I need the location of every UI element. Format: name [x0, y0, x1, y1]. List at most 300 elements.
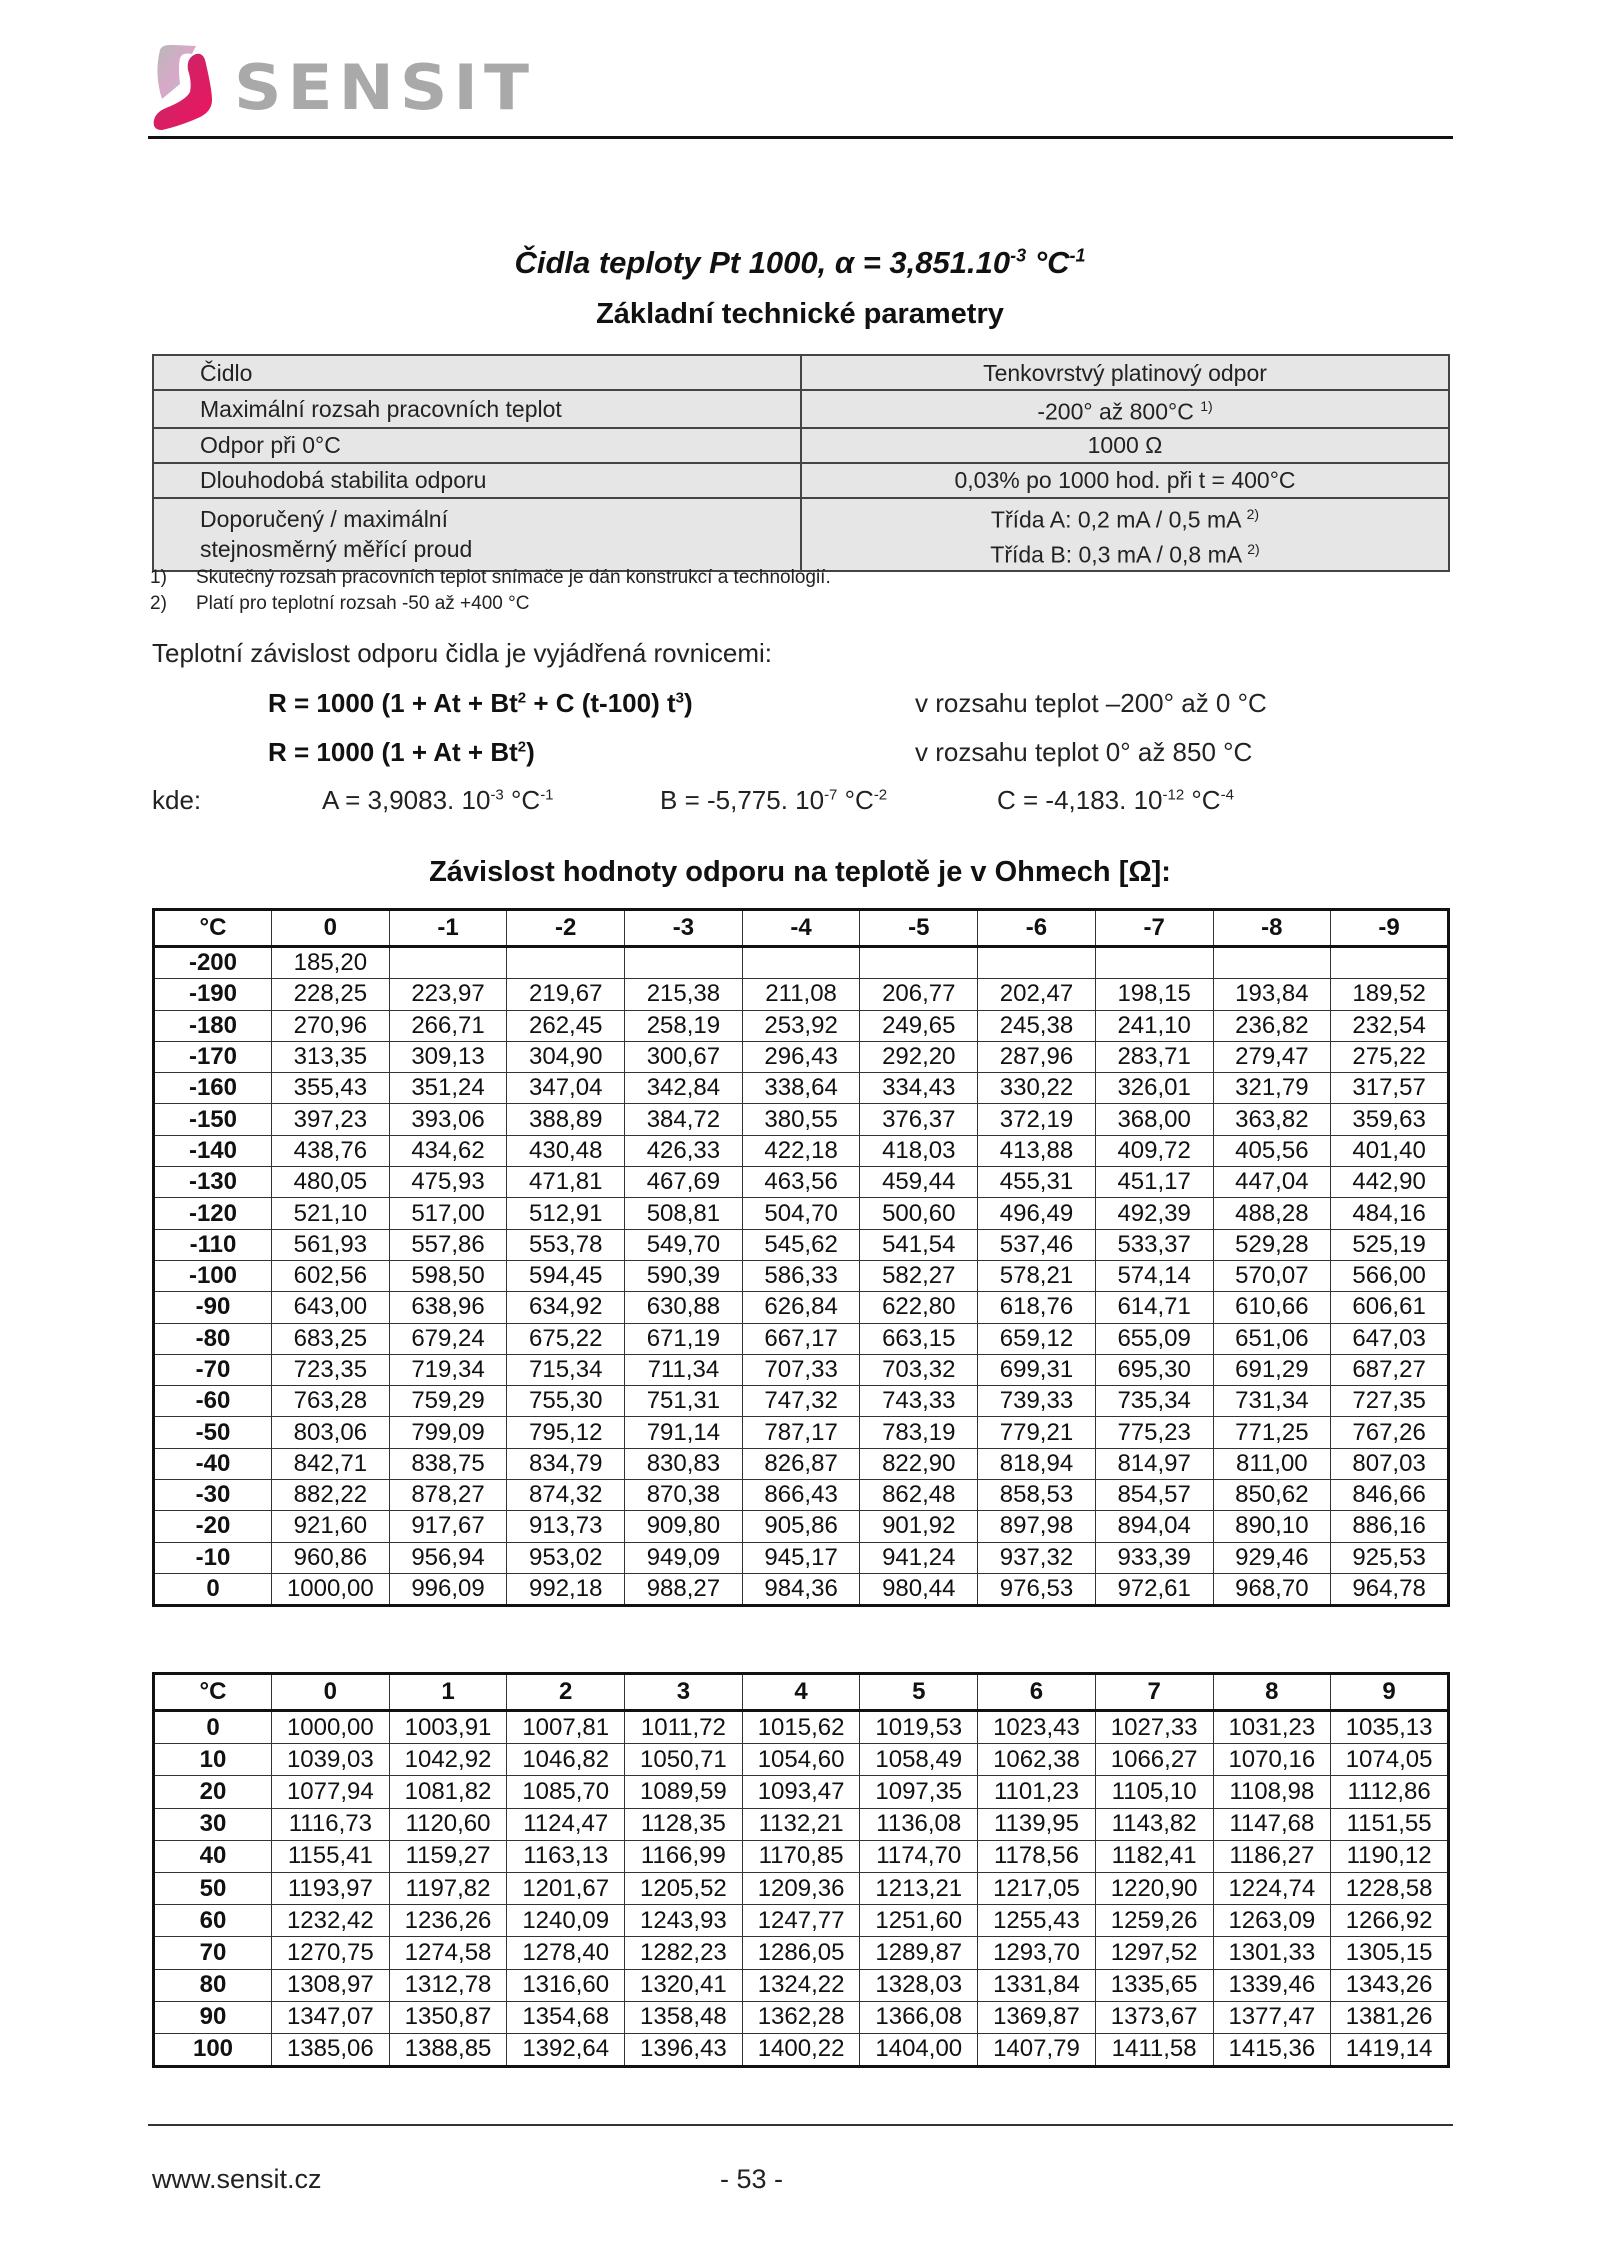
resistance-value: 578,21: [978, 1260, 1096, 1291]
resistance-value: 1155,41: [272, 1840, 390, 1872]
resistance-value: 351,24: [389, 1073, 507, 1104]
row-temperature: 50: [154, 1872, 272, 1904]
row-temperature: 0: [154, 1573, 272, 1605]
resistance-value: 1042,92: [389, 1744, 507, 1776]
resistance-value: 602,56: [272, 1260, 390, 1291]
resistance-value: 1289,87: [860, 1937, 978, 1969]
resistance-value: 763,28: [272, 1386, 390, 1417]
resistance-value: 561,93: [272, 1229, 390, 1260]
table-row: [154, 1167, 1449, 1198]
resistance-value: 703,32: [860, 1354, 978, 1385]
resistance-value: 803,06: [272, 1417, 390, 1448]
resistance-value: 960,86: [272, 1542, 390, 1573]
resistance-value: 897,98: [978, 1511, 1096, 1542]
resistance-value: 925,53: [1331, 1542, 1449, 1573]
resistance-value: 1108,98: [1213, 1776, 1331, 1808]
resistance-value: 1343,26: [1331, 1969, 1449, 2001]
resistance-value: 814,97: [1095, 1448, 1213, 1479]
param-value: 1000 Ω: [801, 428, 1449, 463]
resistance-value: 409,72: [1095, 1135, 1213, 1166]
column-header: -2: [507, 910, 625, 947]
resistance-value: 447,04: [1213, 1167, 1331, 1198]
param-value: Třída A: 0,2 mA / 0,5 mA $^{2)}$ Třída B: 0,3 mA / 0,8 mA $^{2)}$: [801, 498, 1449, 571]
resistance-value: 266,71: [389, 1010, 507, 1041]
resistance-value: 695,30: [1095, 1354, 1213, 1385]
resistance-value: 1190,12: [1331, 1840, 1449, 1872]
table-row: [154, 947, 1449, 979]
resistance-value: 438,76: [272, 1135, 390, 1166]
resistance-value: 1305,15: [1331, 1937, 1449, 1969]
table-row: [154, 1292, 1449, 1323]
resistance-value: 634,92: [507, 1292, 625, 1323]
resistance-value: 496,49: [978, 1198, 1096, 1229]
resistance-value: 933,39: [1095, 1542, 1213, 1573]
resistance-value: 397,23: [272, 1104, 390, 1135]
resistance-value: [1331, 947, 1449, 979]
column-header: -5: [860, 910, 978, 947]
resistance-value: 296,43: [742, 1041, 860, 1072]
equations-intro: Teplotní závislost odporu čidla je vyjádřená rovnicemi:: [152, 638, 772, 668]
params-row: [153, 390, 1449, 428]
resistance-value: 1186,27: [1213, 1840, 1331, 1872]
row-temperature: 70: [154, 1937, 272, 1969]
resistance-value: 287,96: [978, 1041, 1096, 1072]
resistance-value: 1027,33: [1095, 1711, 1213, 1744]
resistance-value: 1136,08: [860, 1808, 978, 1840]
resistance-value: 675,22: [507, 1323, 625, 1354]
table-row: [154, 1135, 1449, 1166]
resistance-value: 1147,68: [1213, 1808, 1331, 1840]
resistance-value: 1132,21: [742, 1808, 860, 1840]
param-label: Čidlo: [153, 355, 801, 390]
table-header-row: [154, 910, 1449, 947]
resistance-value: 1054,60: [742, 1744, 860, 1776]
resistance-value: 651,06: [1213, 1323, 1331, 1354]
resistance-value: 1324,22: [742, 1969, 860, 2001]
table-row: [154, 1969, 1449, 2001]
column-header: 0: [272, 1674, 390, 1711]
resistance-value: 1213,21: [860, 1872, 978, 1904]
table-row: [154, 1198, 1449, 1229]
resistance-value: 1197,82: [389, 1872, 507, 1904]
resistance-value: 368,00: [1095, 1104, 1213, 1135]
table-row: [154, 979, 1449, 1010]
resistance-value: 1093,47: [742, 1776, 860, 1808]
resistance-value: 747,32: [742, 1386, 860, 1417]
resistance-value: 614,71: [1095, 1292, 1213, 1323]
resistance-value: 525,19: [1331, 1229, 1449, 1260]
resistance-value: 330,22: [978, 1073, 1096, 1104]
resistance-value: 363,82: [1213, 1104, 1331, 1135]
resistance-value: 1220,90: [1095, 1872, 1213, 1904]
row-temperature: -50: [154, 1417, 272, 1448]
resistance-value: 549,70: [625, 1229, 743, 1260]
resistance-value: 228,25: [272, 979, 390, 1010]
resistance-value: 846,66: [1331, 1480, 1449, 1511]
resistance-value: 1039,03: [272, 1744, 390, 1776]
resistance-value: 1316,60: [507, 1969, 625, 2001]
resistance-value: 1182,41: [1095, 1840, 1213, 1872]
resistance-value: 215,38: [625, 979, 743, 1010]
resistance-value: 193,84: [1213, 979, 1331, 1010]
resistance-value: 976,53: [978, 1573, 1096, 1605]
resistance-value: 807,03: [1331, 1448, 1449, 1479]
resistance-value: 719,34: [389, 1354, 507, 1385]
resistance-value: 723,35: [272, 1354, 390, 1385]
resistance-value: 553,78: [507, 1229, 625, 1260]
column-header: 1: [389, 1674, 507, 1711]
row-temperature: 60: [154, 1905, 272, 1937]
resistance-table-positive: [152, 1672, 1450, 2068]
resistance-value: 1007,81: [507, 1711, 625, 1744]
resistance-value: 795,12: [507, 1417, 625, 1448]
row-temperature: 40: [154, 1840, 272, 1872]
row-temperature: -160: [154, 1073, 272, 1104]
resistance-value: 1128,35: [625, 1808, 743, 1840]
params-row: [153, 498, 1449, 571]
resistance-value: 949,09: [625, 1542, 743, 1573]
resistance-value: 921,60: [272, 1511, 390, 1542]
resistance-value: 275,22: [1331, 1041, 1449, 1072]
column-header: -1: [389, 910, 507, 947]
resistance-value: 1019,53: [860, 1711, 978, 1744]
column-header: -9: [1331, 910, 1449, 947]
resistance-value: 1062,38: [978, 1744, 1096, 1776]
resistance-value: 622,80: [860, 1292, 978, 1323]
resistance-value: 1358,48: [625, 2001, 743, 2033]
resistance-value: 830,83: [625, 1448, 743, 1479]
row-temperature: -100: [154, 1260, 272, 1291]
resistance-value: 822,90: [860, 1448, 978, 1479]
resistance-value: 279,47: [1213, 1041, 1331, 1072]
resistance-value: 699,31: [978, 1354, 1096, 1385]
resistance-value: 638,96: [389, 1292, 507, 1323]
resistance-value: 647,03: [1331, 1323, 1449, 1354]
resistance-value: 219,67: [507, 979, 625, 1010]
resistance-value: 334,43: [860, 1073, 978, 1104]
resistance-value: 1255,43: [978, 1905, 1096, 1937]
resistance-value: 1058,49: [860, 1744, 978, 1776]
resistance-value: 882,22: [272, 1480, 390, 1511]
row-temperature: -20: [154, 1511, 272, 1542]
row-temperature: -150: [154, 1104, 272, 1135]
resistance-value: 779,21: [978, 1417, 1096, 1448]
row-temperature: -90: [154, 1292, 272, 1323]
resistance-value: 996,09: [389, 1573, 507, 1605]
resistance-value: 626,84: [742, 1292, 860, 1323]
footer-website-link[interactable]: www.sensit.cz: [152, 2164, 322, 2194]
page-number: - 53 -: [720, 2164, 784, 2194]
table-row: [154, 1260, 1449, 1291]
resistance-value: [742, 947, 860, 979]
resistance-value: 655,09: [1095, 1323, 1213, 1354]
resistance-value: [978, 947, 1096, 979]
table-row: [154, 1808, 1449, 1840]
resistance-value: 206,77: [860, 979, 978, 1010]
resistance-value: 1251,60: [860, 1905, 978, 1937]
resistance-value: 870,38: [625, 1480, 743, 1511]
resistance-value: 610,66: [1213, 1292, 1331, 1323]
table-row: [154, 1542, 1449, 1573]
resistance-value: [625, 947, 743, 979]
resistance-value: 1286,05: [742, 1937, 860, 1969]
resistance-value: 492,39: [1095, 1198, 1213, 1229]
table-row: [154, 1573, 1449, 1605]
resistance-value: 422,18: [742, 1135, 860, 1166]
resistance-value: 1263,09: [1213, 1905, 1331, 1937]
resistance-value: 1415,36: [1213, 2033, 1331, 2066]
table-header-row: [154, 1674, 1449, 1711]
resistance-value: 909,80: [625, 1511, 743, 1542]
resistance-value: 570,07: [1213, 1260, 1331, 1291]
resistance-value: 1201,67: [507, 1872, 625, 1904]
table-row: [154, 1041, 1449, 1072]
coefficient-b: B = -5,775. $10^{-7}$ $^\circ C^{-2}$: [660, 785, 888, 815]
resistance-value: 618,76: [978, 1292, 1096, 1323]
resistance-value: 727,35: [1331, 1386, 1449, 1417]
resistance-value: 1097,35: [860, 1776, 978, 1808]
resistance-value: 1170,85: [742, 1840, 860, 1872]
resistance-value: 241,10: [1095, 1010, 1213, 1041]
resistance-value: 442,90: [1331, 1167, 1449, 1198]
resistance-value: 1354,68: [507, 2001, 625, 2033]
resistance-value: 451,17: [1095, 1167, 1213, 1198]
resistance-value: 521,10: [272, 1198, 390, 1229]
resistance-value: 529,28: [1213, 1229, 1331, 1260]
resistance-value: 372,19: [978, 1104, 1096, 1135]
equation-low-range: R = 1000 ($1 + At + Bt^2 + C$ (t-100) $t^3$): [268, 688, 693, 718]
resistance-value: [1095, 947, 1213, 979]
row-temperature: -10: [154, 1542, 272, 1573]
resistance-value: 309,13: [389, 1041, 507, 1072]
resistance-value: 1070,16: [1213, 1744, 1331, 1776]
row-temperature: -60: [154, 1386, 272, 1417]
param-value: -200° až 800°C $^{1)}$: [801, 390, 1449, 428]
table-row: [154, 1073, 1449, 1104]
resistance-value: [507, 947, 625, 979]
resistance-value: 711,34: [625, 1354, 743, 1385]
resistance-table-heading: Závislost hodnoty odporu na teplotě je v Ohmech [Ω]:: [429, 856, 1171, 888]
resistance-value: 270,96: [272, 1010, 390, 1041]
resistance-value: 1407,79: [978, 2033, 1096, 2066]
table-row: [154, 1744, 1449, 1776]
resistance-value: 929,46: [1213, 1542, 1331, 1573]
resistance-value: [389, 947, 507, 979]
resistance-value: 413,88: [978, 1135, 1096, 1166]
row-temperature: -180: [154, 1010, 272, 1041]
resistance-value: 500,60: [860, 1198, 978, 1229]
resistance-value: 1159,27: [389, 1840, 507, 1872]
resistance-value: 1312,78: [389, 1969, 507, 2001]
column-header: 2: [507, 1674, 625, 1711]
resistance-value: 1335,65: [1095, 1969, 1213, 2001]
row-temperature: -110: [154, 1229, 272, 1260]
table-row: [154, 1010, 1449, 1041]
resistance-value: 405,56: [1213, 1135, 1331, 1166]
resistance-value: 232,54: [1331, 1010, 1449, 1041]
resistance-value: 393,06: [389, 1104, 507, 1135]
where-label: kde:: [152, 785, 202, 815]
resistance-value: 262,45: [507, 1010, 625, 1041]
resistance-value: 894,04: [1095, 1511, 1213, 1542]
resistance-value: 992,18: [507, 1573, 625, 1605]
resistance-value: 874,32: [507, 1480, 625, 1511]
resistance-value: 1124,47: [507, 1808, 625, 1840]
resistance-value: 1217,05: [978, 1872, 1096, 1904]
resistance-value: 980,44: [860, 1573, 978, 1605]
resistance-value: 326,01: [1095, 1073, 1213, 1104]
resistance-value: 1282,23: [625, 1937, 743, 1969]
resistance-value: 484,16: [1331, 1198, 1449, 1229]
resistance-value: 1011,72: [625, 1711, 743, 1744]
resistance-value: 283,71: [1095, 1041, 1213, 1072]
column-header: 5: [860, 1674, 978, 1711]
column-header: -6: [978, 910, 1096, 947]
resistance-value: 671,19: [625, 1323, 743, 1354]
resistance-value: 537,46: [978, 1229, 1096, 1260]
table-row: [154, 1711, 1449, 1744]
resistance-value: 1388,85: [389, 2033, 507, 2066]
resistance-value: 755,30: [507, 1386, 625, 1417]
resistance-value: 317,57: [1331, 1073, 1449, 1104]
resistance-value: 1166,99: [625, 1840, 743, 1872]
resistance-value: 937,32: [978, 1542, 1096, 1573]
resistance-value: 1339,46: [1213, 1969, 1331, 2001]
resistance-value: 1392,64: [507, 2033, 625, 2066]
resistance-value: 606,61: [1331, 1292, 1449, 1323]
table-row: [154, 1937, 1449, 1969]
document-title: Čidla teploty Pt 1000, $\alpha = 3,851.10^{-3}$ $^\circ C^{-1}$: [514, 245, 1086, 280]
resistance-value: 739,33: [978, 1386, 1096, 1417]
resistance-value: 292,20: [860, 1041, 978, 1072]
resistance-value: 643,00: [272, 1292, 390, 1323]
params-row: [153, 463, 1449, 498]
table-row: [154, 2033, 1449, 2066]
resistance-value: 1105,10: [1095, 1776, 1213, 1808]
resistance-value: 1266,92: [1331, 1905, 1449, 1937]
resistance-value: 321,79: [1213, 1073, 1331, 1104]
resistance-value: 586,33: [742, 1260, 860, 1291]
param-label: Doporučený / maximální stejnosměrný měřící proud: [153, 498, 801, 571]
resistance-value: 1320,41: [625, 1969, 743, 2001]
resistance-value: 1328,03: [860, 1969, 978, 2001]
resistance-value: 878,27: [389, 1480, 507, 1511]
table-row: [154, 1104, 1449, 1135]
resistance-value: 1385,06: [272, 2033, 390, 2066]
resistance-value: 799,09: [389, 1417, 507, 1448]
resistance-value: 687,27: [1331, 1354, 1449, 1385]
row-temperature: -120: [154, 1198, 272, 1229]
resistance-value: 838,75: [389, 1448, 507, 1479]
footer-divider: [148, 2124, 1453, 2126]
resistance-value: 430,48: [507, 1135, 625, 1166]
row-temperature: 100: [154, 2033, 272, 2066]
resistance-value: 826,87: [742, 1448, 860, 1479]
resistance-value: 1116,73: [272, 1808, 390, 1840]
resistance-value: 953,02: [507, 1542, 625, 1573]
resistance-value: 842,71: [272, 1448, 390, 1479]
resistance-value: 467,69: [625, 1167, 743, 1198]
resistance-value: 984,36: [742, 1573, 860, 1605]
resistance-value: 1081,82: [389, 1776, 507, 1808]
row-temperature: -40: [154, 1448, 272, 1479]
resistance-value: 1366,08: [860, 2001, 978, 2033]
resistance-value: 886,16: [1331, 1511, 1449, 1542]
resistance-value: 1174,70: [860, 1840, 978, 1872]
resistance-value: [1213, 947, 1331, 979]
resistance-value: 1308,97: [272, 1969, 390, 2001]
param-label: Dlouhodobá stabilita odporu: [153, 463, 801, 498]
resistance-value: 1112,86: [1331, 1776, 1449, 1808]
resistance-value: 245,38: [978, 1010, 1096, 1041]
resistance-value: 304,90: [507, 1041, 625, 1072]
row-temperature: -30: [154, 1480, 272, 1511]
param-label: Maximální rozsah pracovních teplot: [153, 390, 801, 428]
row-temperature: 80: [154, 1969, 272, 2001]
table-row: [154, 1840, 1449, 1872]
row-temperature: -200: [154, 947, 272, 979]
resistance-value: 223,97: [389, 979, 507, 1010]
resistance-value: 1243,93: [625, 1905, 743, 1937]
coefficient-a: A = 3,9083. $10^{-3}$ $^\circ C^{-1}$: [322, 785, 554, 815]
resistance-value: 1050,71: [625, 1744, 743, 1776]
resistance-value: 455,31: [978, 1167, 1096, 1198]
resistance-value: 771,25: [1213, 1417, 1331, 1448]
footnote: 1) Skutečný rozsah pracovních teplot snímače je dán konstrukcí a technologií.: [150, 567, 831, 588]
sensit-logo-icon: [152, 44, 218, 130]
column-header: -7: [1095, 910, 1213, 947]
resistance-value: 751,31: [625, 1386, 743, 1417]
resistance-value: 480,05: [272, 1167, 390, 1198]
resistance-value: 1247,77: [742, 1905, 860, 1937]
resistance-value: 1331,84: [978, 1969, 1096, 2001]
resistance-value: 630,88: [625, 1292, 743, 1323]
resistance-value: 834,79: [507, 1448, 625, 1479]
resistance-value: 249,65: [860, 1010, 978, 1041]
resistance-value: 1278,40: [507, 1937, 625, 1969]
table-row: [154, 1776, 1449, 1808]
table-row: [154, 2001, 1449, 2033]
row-temperature: -140: [154, 1135, 272, 1166]
resistance-value: 905,86: [742, 1511, 860, 1542]
resistance-value: 783,19: [860, 1417, 978, 1448]
resistance-value: 791,14: [625, 1417, 743, 1448]
resistance-value: 1274,58: [389, 1937, 507, 1969]
resistance-value: 941,24: [860, 1542, 978, 1573]
column-header: °C: [154, 1674, 272, 1711]
resistance-value: 342,84: [625, 1073, 743, 1104]
resistance-value: 1120,60: [389, 1808, 507, 1840]
resistance-value: 787,17: [742, 1417, 860, 1448]
resistance-value: 1163,13: [507, 1840, 625, 1872]
resistance-value: 1015,62: [742, 1711, 860, 1744]
row-temperature: 10: [154, 1744, 272, 1776]
technical-parameters-table: [152, 354, 1450, 572]
resistance-value: 1178,56: [978, 1840, 1096, 1872]
table-row: [154, 1229, 1449, 1260]
resistance-value: 300,67: [625, 1041, 743, 1072]
resistance-value: 1270,75: [272, 1937, 390, 1969]
resistance-value: 541,54: [860, 1229, 978, 1260]
resistance-value: 1151,55: [1331, 1808, 1449, 1840]
column-header: -4: [742, 910, 860, 947]
resistance-value: 1350,87: [389, 2001, 507, 2033]
resistance-value: 767,26: [1331, 1417, 1449, 1448]
coefficient-c: C = -4,183. $10^{-12}$ $^\circ C^{-4}$: [997, 785, 1234, 815]
resistance-value: 715,34: [507, 1354, 625, 1385]
row-temperature: -80: [154, 1323, 272, 1354]
resistance-value: 598,50: [389, 1260, 507, 1291]
